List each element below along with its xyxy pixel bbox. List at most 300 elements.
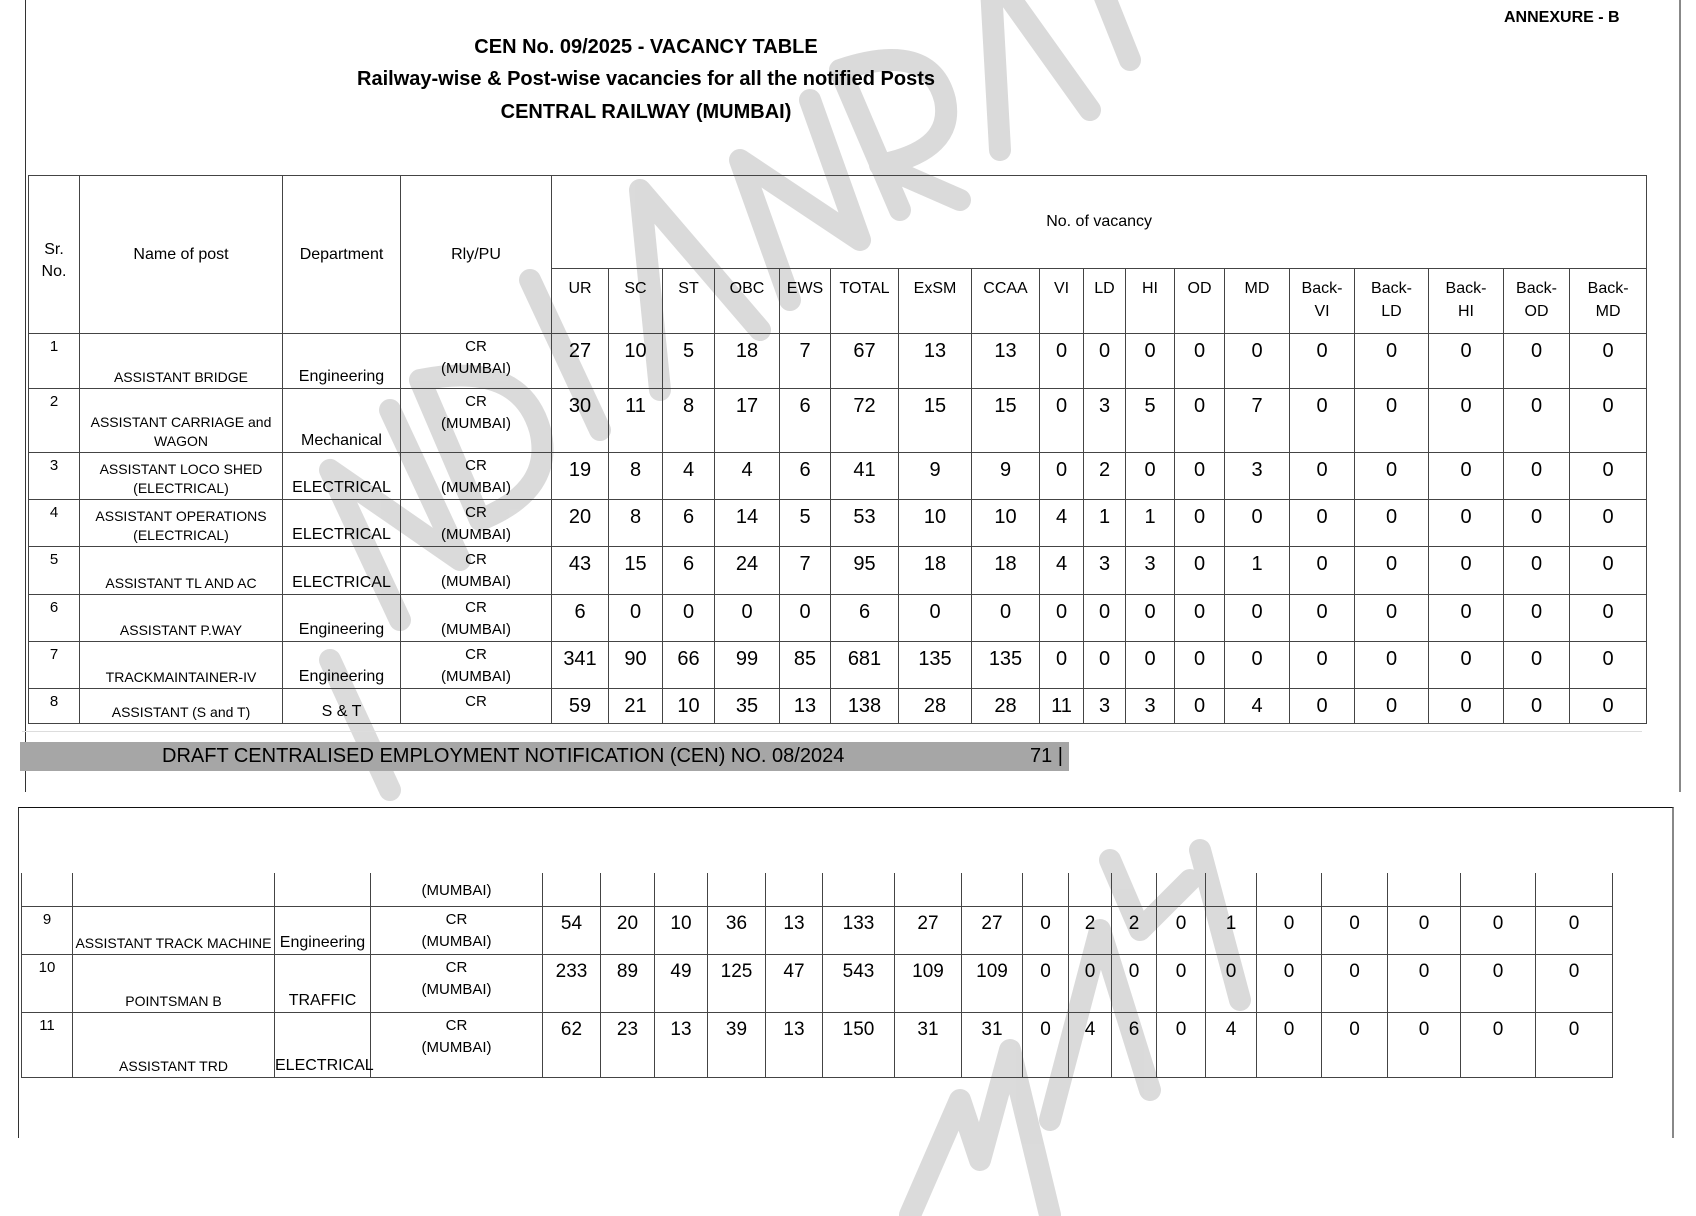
post-name-cell: ASSISTANT (S and T) — [80, 689, 283, 724]
vacancy-cell-back-md: 0 — [1570, 689, 1647, 724]
vacancy-cell-sc: 15 — [609, 547, 663, 595]
vacancy-cell-back-ld: 0 — [1355, 547, 1429, 595]
vacancy-cell-total: 41 — [831, 453, 899, 500]
vacancy-cell-vi: 4 — [1040, 500, 1084, 547]
department-cell: ELECTRICAL — [283, 500, 401, 547]
header-name-of-post: Name of post — [80, 176, 283, 334]
post-name-cell: ASSISTANT P.WAY — [80, 595, 283, 642]
department-cell: TRAFFIC — [275, 954, 371, 1012]
vacancy-cell-od: 0 — [1157, 1012, 1206, 1077]
table-row — [29, 642, 1647, 689]
footer-notification-text: DRAFT CENTRALISED EMPLOYMENT NOTIFICATION (CEN) NO. 08/2024 — [162, 745, 845, 767]
vacancy-cell-back-vi: 0 — [1290, 389, 1355, 453]
empty-cell — [1069, 873, 1112, 906]
empty-cell — [655, 873, 708, 906]
vacancy-cell-ccaa: 28 — [972, 689, 1040, 724]
department-cell: Mechanical — [283, 389, 401, 453]
vacancy-cell-st: 10 — [655, 906, 708, 954]
vacancy-cell-total: 543 — [823, 954, 895, 1012]
vacancy-cell-od: 0 — [1157, 906, 1206, 954]
vacancy-cell-ccaa: 13 — [972, 334, 1040, 389]
empty-cell — [1023, 873, 1069, 906]
header-sr-no — [29, 176, 80, 334]
vacancy-cell-back-od: 0 — [1504, 642, 1570, 689]
vacancy-cell-vi: 0 — [1023, 954, 1069, 1012]
table-header-row — [29, 176, 1647, 269]
vacancy-cell-md: 0 — [1225, 334, 1290, 389]
vacancy-cell-back-hi: 0 — [1429, 642, 1504, 689]
header-od: OD — [1175, 269, 1225, 334]
vacancy-cell-ccaa: 0 — [972, 595, 1040, 642]
sr-no-cell: 7 — [29, 642, 80, 689]
rly-code: CR — [445, 910, 468, 928]
table-row — [29, 547, 1647, 595]
vacancy-cell-vi: 4 — [1040, 547, 1084, 595]
rly-pu-cell — [401, 689, 552, 724]
vacancy-cell-md: 0 — [1206, 954, 1257, 1012]
vacancy-cell-back-od: 0 — [1461, 954, 1536, 1012]
post-name-cell: POINTSMAN B — [73, 954, 275, 1012]
empty-cell — [1322, 873, 1388, 906]
vacancy-cell-st: 4 — [663, 453, 715, 500]
vacancy-cell-od: 0 — [1157, 954, 1206, 1012]
railway-title: CENTRAL RAILWAY (MUMBAI) — [500, 101, 792, 123]
vacancy-cell-ews: 6 — [780, 453, 831, 500]
vacancy-cell-back-ld: 0 — [1355, 389, 1429, 453]
vacancy-cell-od: 0 — [1175, 500, 1225, 547]
department-cell: Engineering — [283, 595, 401, 642]
empty-cell — [1257, 873, 1322, 906]
empty-cell — [22, 873, 73, 906]
vacancy-cell-back-od: 0 — [1461, 906, 1536, 954]
vacancy-cell-md: 7 — [1225, 389, 1290, 453]
header-back-md — [1570, 269, 1647, 334]
empty-cell — [823, 873, 895, 906]
vacancy-cell-back-hi: 0 — [1388, 954, 1461, 1012]
header-ld: LD — [1084, 269, 1126, 334]
post-name-cell: ASSISTANT TL AND AC — [80, 547, 283, 595]
vacancy-cell-ur: 20 — [552, 500, 609, 547]
department-cell: S & T — [283, 689, 401, 724]
table-row — [29, 689, 1647, 724]
vacancy-cell-st: 49 — [655, 954, 708, 1012]
vacancy-cell-exsm: 13 — [899, 334, 972, 389]
rly-code: CR — [465, 504, 487, 521]
vacancy-cell-ccaa: 109 — [962, 954, 1023, 1012]
vacancy-cell-sc: 10 — [609, 334, 663, 389]
vacancy-cell-back-vi: 0 — [1290, 547, 1355, 595]
vacancy-cell-back-hi: 0 — [1388, 1012, 1461, 1077]
vacancy-cell-obc: 18 — [715, 334, 780, 389]
empty-cell — [766, 873, 823, 906]
rly-code: CR — [465, 693, 487, 710]
vacancy-cell-back-md: 0 — [1570, 334, 1647, 389]
vacancy-cell-obc: 125 — [708, 954, 766, 1012]
vacancy-cell-hi: 3 — [1126, 689, 1175, 724]
vacancy-cell-total: 67 — [831, 334, 899, 389]
header-rly-pu: Rly/PU — [401, 176, 552, 334]
rly-code: CR — [445, 958, 468, 976]
vacancy-cell-hi: 1 — [1126, 500, 1175, 547]
vacancy-cell-ld: 2 — [1069, 906, 1112, 954]
vacancy-cell-sc: 90 — [609, 642, 663, 689]
vacancy-cell-obc: 35 — [715, 689, 780, 724]
annexure-label: ANNEXURE - B — [1504, 9, 1620, 26]
vacancy-cell-back-od: 0 — [1504, 595, 1570, 642]
vacancy-cell-back-md: 0 — [1570, 500, 1647, 547]
vacancy-cell-st: 6 — [663, 500, 715, 547]
vacancy-cell-sc: 21 — [609, 689, 663, 724]
sr-no-cell: 4 — [29, 500, 80, 547]
header-back-od — [1504, 269, 1570, 334]
vacancy-cell-hi: 3 — [1126, 547, 1175, 595]
department-cell: ELECTRICAL — [283, 453, 401, 500]
vacancy-cell-ews: 6 — [780, 389, 831, 453]
vacancy-cell-back-od: 0 — [1504, 453, 1570, 500]
vacancy-cell-hi: 5 — [1126, 389, 1175, 453]
vacancy-cell-sc: 0 — [609, 595, 663, 642]
vacancy-cell-back-od: 0 — [1504, 334, 1570, 389]
post-name-cell: ASSISTANT TRD — [73, 1012, 275, 1077]
empty-cell — [543, 873, 601, 906]
empty-cell — [895, 873, 962, 906]
department-cell: Engineering — [283, 642, 401, 689]
header-label-part: Back- — [1301, 280, 1343, 297]
vacancy-cell-obc: 14 — [715, 500, 780, 547]
rly-pu-cell — [401, 642, 552, 689]
department-cell: ELECTRICAL — [283, 547, 401, 595]
vacancy-cell-ur: 341 — [552, 642, 609, 689]
vacancy-cell-exsm: 9 — [899, 453, 972, 500]
vacancy-cell-sc: 11 — [609, 389, 663, 453]
vacancy-cell-back-od: 0 — [1504, 547, 1570, 595]
vacancy-cell-od: 0 — [1175, 334, 1225, 389]
table-row — [29, 453, 1647, 500]
vacancy-cell-exsm: 135 — [899, 642, 972, 689]
header-no-of-vacancy: No. of vacancy — [552, 176, 1647, 269]
rly-code: CR — [465, 551, 487, 568]
header-md: MD — [1225, 269, 1290, 334]
vacancy-cell-exsm: 28 — [899, 689, 972, 724]
sr-no-cell: 6 — [29, 595, 80, 642]
vacancy-cell-vi: 0 — [1040, 389, 1084, 453]
footer-divider — [22, 731, 1642, 732]
vacancy-cell-back-vi: 0 — [1290, 334, 1355, 389]
vacancy-cell-total: 133 — [823, 906, 895, 954]
vacancy-cell-back-md: 0 — [1536, 906, 1613, 954]
vacancy-cell-obc: 4 — [715, 453, 780, 500]
vacancy-cell-sc: 8 — [609, 453, 663, 500]
vacancy-cell-ccaa: 15 — [972, 389, 1040, 453]
vacancy-cell-back-md: 0 — [1536, 1012, 1613, 1077]
vacancy-cell-exsm: 18 — [899, 547, 972, 595]
vacancy-cell-back-ld: 0 — [1355, 689, 1429, 724]
vacancy-cell-back-vi: 0 — [1257, 954, 1322, 1012]
header-st: ST — [663, 269, 715, 334]
vacancy-cell-ur: 62 — [543, 1012, 601, 1077]
vacancy-cell-vi: 0 — [1040, 595, 1084, 642]
header-sc: SC — [609, 269, 663, 334]
vacancy-cell-md: 0 — [1225, 642, 1290, 689]
header-department: Department — [283, 176, 401, 334]
vacancy-cell-md: 0 — [1225, 500, 1290, 547]
rly-location: (MUMBAI) — [441, 526, 511, 543]
vacancy-cell-ur: 30 — [552, 389, 609, 453]
vacancy-cell-back-hi: 0 — [1429, 500, 1504, 547]
vacancy-cell-ur: 59 — [552, 689, 609, 724]
header-label-part: MD — [1595, 303, 1621, 320]
vacancy-cell-back-vi: 0 — [1290, 500, 1355, 547]
vacancy-cell-hi: 0 — [1126, 595, 1175, 642]
vacancy-cell-hi: 0 — [1112, 954, 1157, 1012]
vacancy-cell-ur: 233 — [543, 954, 601, 1012]
vacancy-cell-back-vi: 0 — [1290, 642, 1355, 689]
vacancy-cell-total: 6 — [831, 595, 899, 642]
post-name-cell: ASSISTANT TRACK MACHINE — [73, 906, 275, 954]
vacancy-cell-back-md: 0 — [1570, 642, 1647, 689]
vacancy-cell-exsm: 109 — [895, 954, 962, 1012]
vacancy-cell-exsm: 15 — [899, 389, 972, 453]
vacancy-cell-obc: 39 — [708, 1012, 766, 1077]
vacancy-cell-back-ld: 0 — [1355, 334, 1429, 389]
vacancy-cell-ur: 54 — [543, 906, 601, 954]
rly-location: (MUMBAI) — [441, 415, 511, 432]
vacancy-cell-ld: 1 — [1084, 500, 1126, 547]
rly-pu-cell — [401, 500, 552, 547]
vacancy-cell-st: 13 — [655, 1012, 708, 1077]
sr-no-cell: 3 — [29, 453, 80, 500]
vacancy-cell-od: 0 — [1175, 389, 1225, 453]
rly-pu-cell — [401, 547, 552, 595]
vacancy-cell-md: 4 — [1225, 689, 1290, 724]
vacancy-cell-hi: 0 — [1126, 642, 1175, 689]
header-vi: VI — [1040, 269, 1084, 334]
vacancy-cell-st: 10 — [663, 689, 715, 724]
vacancy-cell-od: 0 — [1175, 547, 1225, 595]
empty-cell — [1206, 873, 1257, 906]
vacancy-cell-vi: 11 — [1040, 689, 1084, 724]
table-row — [22, 954, 1613, 1012]
header-back-ld — [1355, 269, 1429, 334]
vacancy-cell-ccaa: 10 — [972, 500, 1040, 547]
vacancy-cell-back-hi: 0 — [1429, 453, 1504, 500]
header-back-hi — [1429, 269, 1504, 334]
vacancy-cell-back-ld: 0 — [1355, 642, 1429, 689]
empty-cell — [1388, 873, 1461, 906]
vacancy-cell-od: 0 — [1175, 642, 1225, 689]
vacancy-cell-ld: 0 — [1084, 642, 1126, 689]
vacancy-cell-obc: 17 — [715, 389, 780, 453]
header-sr-no-label: Sr. No. — [41, 240, 67, 280]
header-total: TOTAL — [831, 269, 899, 334]
rly-code: CR — [465, 646, 487, 663]
vacancy-cell-ccaa: 27 — [962, 906, 1023, 954]
vacancy-cell-back-od: 0 — [1504, 689, 1570, 724]
vacancy-cell-back-ld: 0 — [1355, 595, 1429, 642]
vacancy-cell-total: 95 — [831, 547, 899, 595]
vacancy-cell-ld: 3 — [1084, 547, 1126, 595]
vacancy-cell-ews: 13 — [766, 1012, 823, 1077]
document-subtitle: Railway-wise & Post-wise vacancies for all the notified Posts — [357, 68, 935, 90]
vacancy-cell-obc: 24 — [715, 547, 780, 595]
vacancy-cell-ccaa: 18 — [972, 547, 1040, 595]
header-label-part: Back- — [1516, 280, 1557, 297]
vacancy-cell-hi: 2 — [1112, 906, 1157, 954]
rly-location: (MUMBAI) — [441, 360, 511, 377]
rly-location: (MUMBAI) — [421, 980, 492, 998]
vacancy-cell-hi: 6 — [1112, 1012, 1157, 1077]
vacancy-cell-sc: 20 — [601, 906, 655, 954]
vacancy-cell-od: 0 — [1175, 453, 1225, 500]
vacancy-cell-st: 66 — [663, 642, 715, 689]
rly-location: (MUMBAI) — [441, 573, 511, 590]
vacancy-cell-ccaa: 9 — [972, 453, 1040, 500]
table-row-continuation — [22, 873, 1613, 906]
header-ccaa: CCAA — [972, 269, 1040, 334]
vacancy-cell-ews: 5 — [780, 500, 831, 547]
sr-no-cell: 5 — [29, 547, 80, 595]
vacancy-cell-vi: 0 — [1040, 642, 1084, 689]
vacancy-cell-back-md: 0 — [1570, 389, 1647, 453]
department-cell: Engineering — [283, 334, 401, 389]
rly-location: (MUMBAI) — [441, 668, 511, 685]
vacancy-cell-vi: 0 — [1023, 1012, 1069, 1077]
vacancy-cell-ur: 6 — [552, 595, 609, 642]
header-label-part: Back- — [1445, 280, 1487, 297]
vacancy-cell-ld: 0 — [1084, 595, 1126, 642]
rly-pu-cell — [401, 334, 552, 389]
vacancy-cell-st: 5 — [663, 334, 715, 389]
empty-cell — [275, 873, 371, 906]
rly-pu-cell — [371, 906, 543, 954]
vacancy-cell-hi: 0 — [1126, 453, 1175, 500]
document-title: CEN No. 09/2025 - VACANCY TABLE — [474, 36, 818, 58]
empty-cell — [1536, 873, 1613, 906]
vacancy-cell-ur: 19 — [552, 453, 609, 500]
sr-no-cell: 10 — [22, 954, 73, 1012]
vacancy-cell-total: 681 — [831, 642, 899, 689]
rly-code: CR — [465, 599, 487, 616]
vacancy-cell-od: 0 — [1175, 689, 1225, 724]
rly-code: CR — [465, 338, 487, 355]
table-row — [22, 1012, 1613, 1077]
vacancy-cell-md: 4 — [1206, 1012, 1257, 1077]
department-cell: ELECTRICAL — [275, 1012, 371, 1077]
vacancy-cell-back-md: 0 — [1570, 547, 1647, 595]
vacancy-cell-back-hi: 0 — [1429, 389, 1504, 453]
vacancy-cell-back-vi: 0 — [1290, 595, 1355, 642]
vacancy-cell-obc: 0 — [715, 595, 780, 642]
vacancy-cell-back-md: 0 — [1536, 954, 1613, 1012]
vacancy-cell-ews: 0 — [780, 595, 831, 642]
vacancy-cell-ews: 7 — [780, 334, 831, 389]
rly-location: (MUMBAI) — [421, 1038, 492, 1056]
vacancy-cell-ews: 13 — [766, 906, 823, 954]
vacancy-cell-ews: 47 — [766, 954, 823, 1012]
vacancy-cell-total: 138 — [831, 689, 899, 724]
rly-pu-cell — [371, 1012, 543, 1077]
vacancy-cell-back-vi: 0 — [1290, 453, 1355, 500]
vacancy-cell-ld: 0 — [1084, 334, 1126, 389]
vacancy-cell-od: 0 — [1175, 595, 1225, 642]
vacancy-cell-obc: 99 — [715, 642, 780, 689]
vacancy-cell-md: 3 — [1225, 453, 1290, 500]
vacancy-cell-md: 0 — [1225, 595, 1290, 642]
header-label-part: LD — [1381, 303, 1402, 320]
vacancy-cell-ld: 3 — [1084, 389, 1126, 453]
header-back-vi — [1290, 269, 1355, 334]
vacancy-cell-back-hi: 0 — [1429, 689, 1504, 724]
vacancy-cell-total: 53 — [831, 500, 899, 547]
vacancy-cell-sc: 8 — [609, 500, 663, 547]
post-name-cell: ASSISTANT CARRIAGE and WAGON — [80, 389, 283, 453]
rly-code: CR — [465, 393, 487, 410]
vacancy-cell-back-hi: 0 — [1429, 547, 1504, 595]
vacancy-cell-back-vi: 0 — [1257, 906, 1322, 954]
table-row — [29, 595, 1647, 642]
rly-pu-cell — [401, 453, 552, 500]
vacancy-cell-back-ld: 0 — [1322, 906, 1388, 954]
vacancy-cell-ews: 13 — [780, 689, 831, 724]
header-label-part: Back- — [1371, 280, 1412, 297]
vacancy-cell-vi: 0 — [1040, 334, 1084, 389]
vacancy-cell-back-hi: 0 — [1388, 906, 1461, 954]
vacancy-cell-exsm: 27 — [895, 906, 962, 954]
header-label-part: Back- — [1587, 280, 1629, 297]
empty-cell — [601, 873, 655, 906]
vacancy-cell-hi: 0 — [1126, 334, 1175, 389]
rly-code: CR — [465, 457, 487, 474]
empty-cell — [1461, 873, 1536, 906]
header-label-part: HI — [1458, 303, 1474, 320]
vacancy-cell-ccaa: 31 — [962, 1012, 1023, 1077]
vacancy-cell-ld: 2 — [1084, 453, 1126, 500]
footer-page-number: 71 | — [1030, 745, 1063, 767]
vacancy-cell-back-od: 0 — [1461, 1012, 1536, 1077]
vacancy-cell-back-vi: 0 — [1290, 689, 1355, 724]
vacancy-cell-ld: 4 — [1069, 1012, 1112, 1077]
vacancy-cell-back-ld: 0 — [1355, 453, 1429, 500]
sr-no-cell: 9 — [22, 906, 73, 954]
rly-pu-cell: (MUMBAI) — [371, 873, 543, 906]
vacancy-cell-ld: 3 — [1084, 689, 1126, 724]
vacancy-cell-back-od: 0 — [1504, 389, 1570, 453]
vacancy-cell-st: 6 — [663, 547, 715, 595]
post-name-cell: ASSISTANT LOCO SHED (ELECTRICAL) — [80, 453, 283, 500]
header-obc: OBC — [715, 269, 780, 334]
rly-location: (MUMBAI) — [441, 479, 511, 496]
vacancy-cell-back-od: 0 — [1504, 500, 1570, 547]
rly-pu-cell — [371, 954, 543, 1012]
vacancy-cell-ccaa: 135 — [972, 642, 1040, 689]
table-row — [29, 500, 1647, 547]
vacancy-cell-back-md: 0 — [1570, 453, 1647, 500]
vacancy-cell-md: 1 — [1225, 547, 1290, 595]
vacancy-cell-ur: 27 — [552, 334, 609, 389]
empty-cell — [1157, 873, 1206, 906]
sr-no-cell: 8 — [29, 689, 80, 724]
vacancy-cell-back-vi: 0 — [1257, 1012, 1322, 1077]
post-name-cell: TRACKMAINTAINER-IV — [80, 642, 283, 689]
table-row — [29, 389, 1647, 453]
vacancy-cell-total: 72 — [831, 389, 899, 453]
empty-cell — [73, 873, 275, 906]
header-ur: UR — [552, 269, 609, 334]
vacancy-cell-back-md: 0 — [1570, 595, 1647, 642]
vacancy-cell-ews: 7 — [780, 547, 831, 595]
rly-location: (MUMBAI) — [421, 932, 492, 950]
empty-cell — [708, 873, 766, 906]
